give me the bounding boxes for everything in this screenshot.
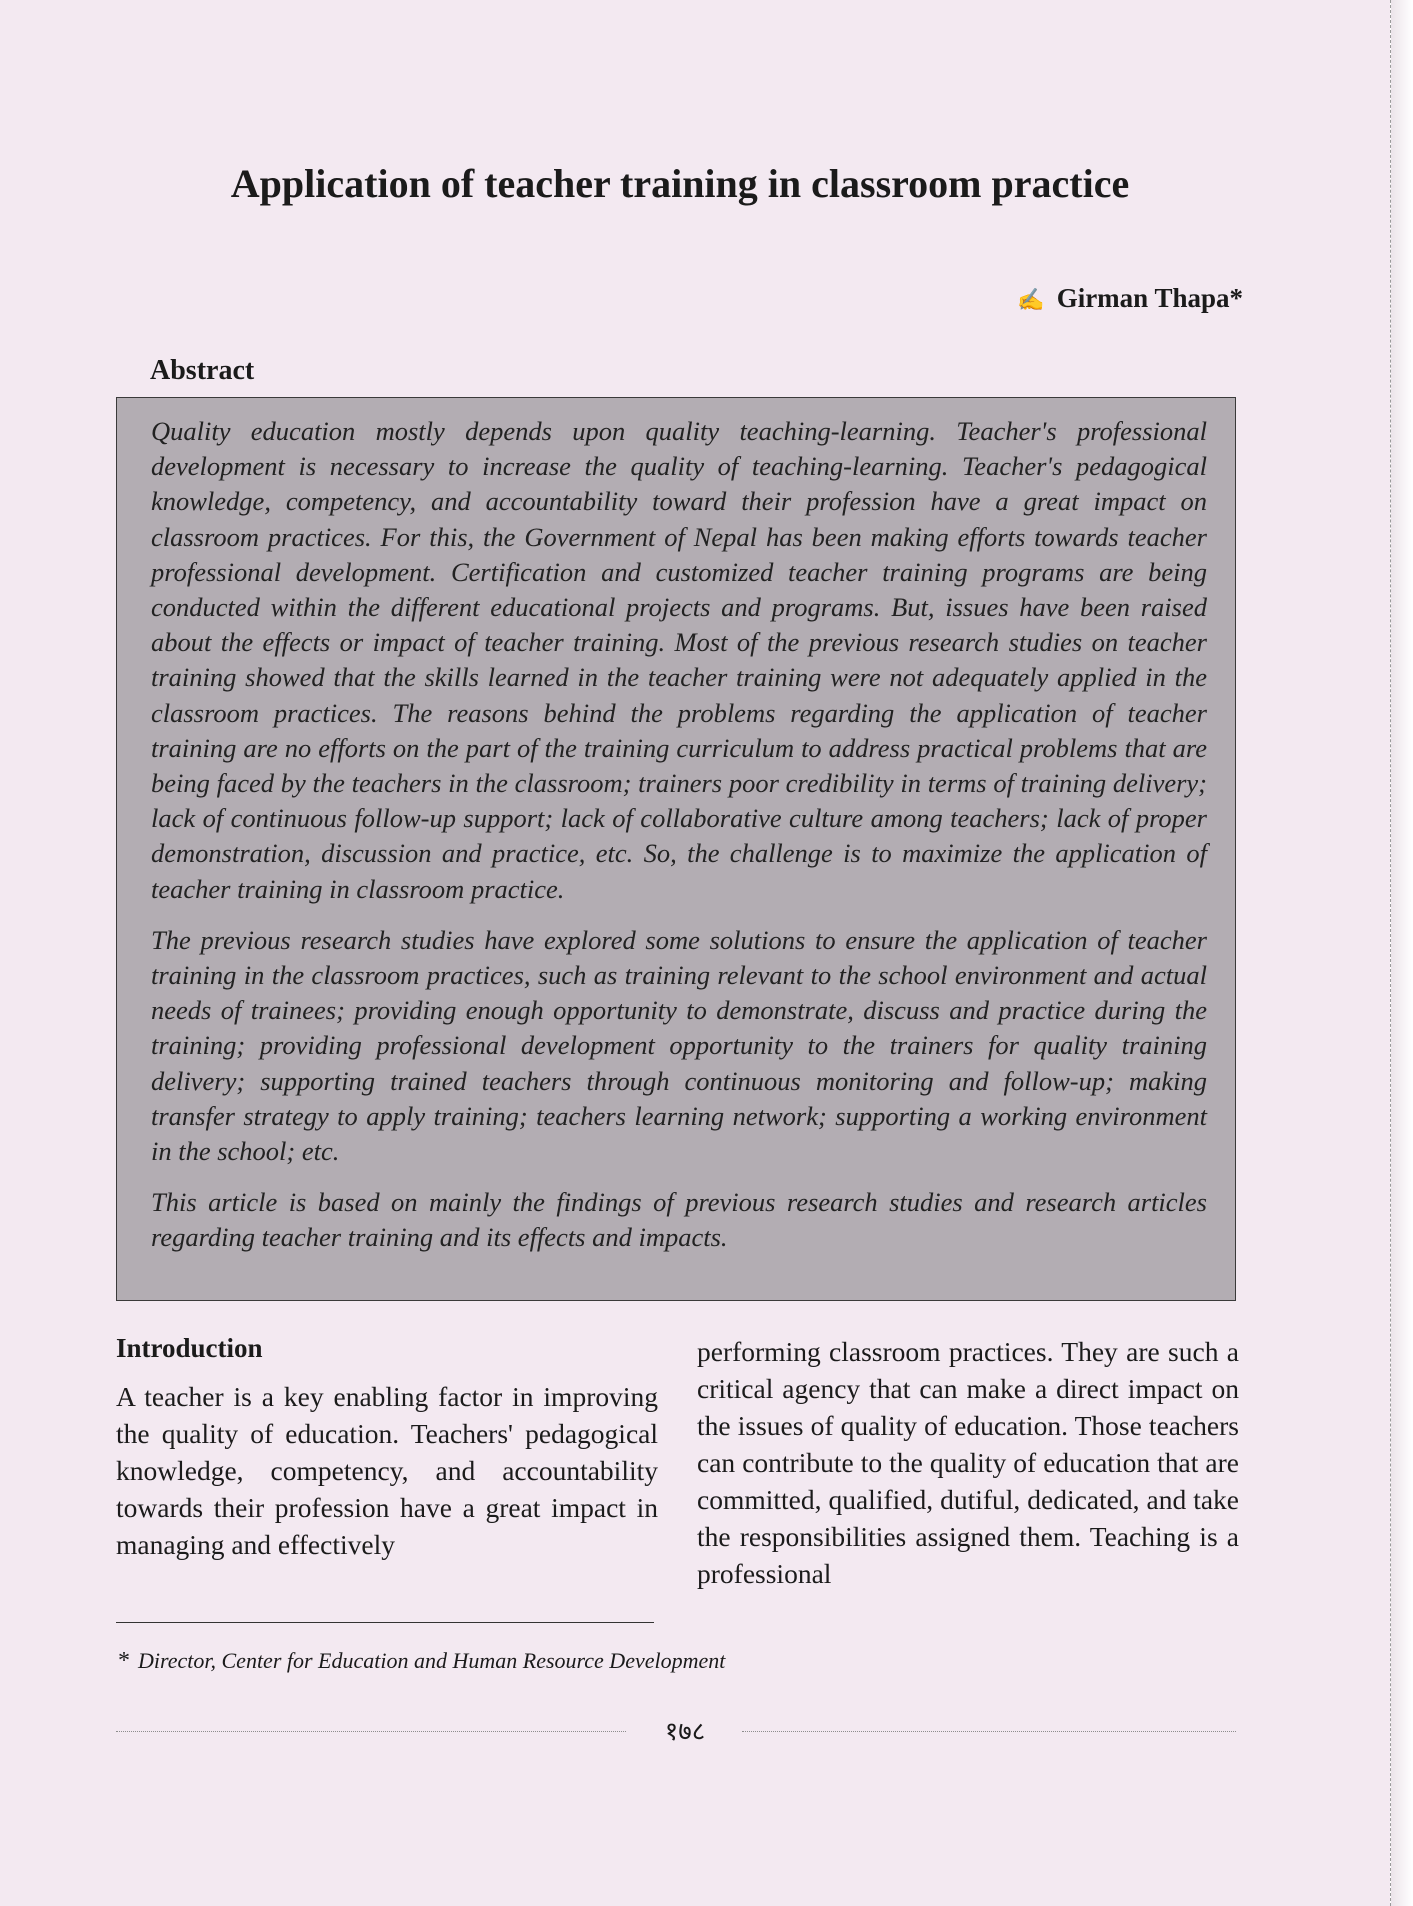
abstract-heading: Abstract bbox=[150, 355, 255, 386]
page-edge-shadow bbox=[1390, 0, 1413, 1906]
page-number-rule-left bbox=[116, 1731, 626, 1732]
author-name: Girman Thapa* bbox=[1056, 283, 1243, 313]
introduction-right-text: performing classroom practices. They are such a critical agency that can make a direct impact on the issues of quality of education. Those teachers can contribute to the quality of education that are committed, qualified, dutiful, dedicated, and take the responsibilities assigned them. Teaching is a professional bbox=[697, 1336, 1239, 1589]
introduction-heading: Introduction bbox=[116, 1333, 263, 1363]
footnote-divider bbox=[116, 1622, 654, 1623]
abstract-paragraph-1: Quality education mostly depends upon quality teaching-learning. Teacher's professional development is necessary to increase the quality of teaching-learning. Teacher's pedagogical knowledge, competency, and accountability toward their profession have a great impact on classroom practices. For this, the Government of Nepal has been making efforts towards teacher professional development. Certification and customized teacher training programs are being conducted within the different educational projects and programs. But, issues have been raised about the effects or impact of teacher training. Most of the previous research studies on teacher training showed that the skills learned in the teacher training were not adequately applied in the classroom practices. The reasons behind the problems regarding the application of teacher training are no efforts on the part of the training curriculum to address practical problems that are being faced by the teachers in the classroom; trainers poor credibility in terms of training delivery; lack of continuous follow-up support; lack of collaborative culture among teachers; lack of proper demonstration, discussion and practice, etc. So, the challenge is to maximize the application of teacher training in classroom practice. bbox=[151, 416, 1207, 904]
introduction-left-text: A teacher is a key enabling factor in improving the quality of education. Teachers' pedagogical knowledge, competency, and accountability towards their profession have a great impact in managing and effectively bbox=[116, 1381, 658, 1560]
pen-writing-icon: ✍ bbox=[1017, 287, 1045, 312]
page-number: १७८ bbox=[664, 1717, 706, 1747]
footnote-marker: * bbox=[118, 1648, 130, 1674]
author-line bbox=[1017, 283, 1243, 314]
page-number-rule-right bbox=[742, 1731, 1236, 1732]
abstract-box bbox=[116, 397, 1236, 1301]
abstract-paragraph-3: This article is based on mainly the findings of previous research studies and research articles regarding teacher training and its effects and impacts. bbox=[151, 1187, 1207, 1253]
abstract-paragraph-2: The previous research studies have explored some solutions to ensure the application of teacher training in the classroom practices, such as training relevant to the school environment and actual needs of trainees; providing enough opportunity to demonstrate, discuss and practice during the training; providing professional development opportunity to the trainers for quality training delivery; supporting trained teachers through continuous monitoring and follow-up; making transfer strategy to apply training; teachers learning network; supporting a working environment in the school; etc. bbox=[151, 924, 1207, 1167]
article-title: Application of teacher training in classroom practice bbox=[230, 161, 1130, 206]
footnote bbox=[118, 1648, 725, 1675]
right-column bbox=[697, 1333, 1239, 1592]
footnote-text: Director, Center for Education and Human Resource Development bbox=[138, 1648, 726, 1673]
left-column bbox=[116, 1333, 658, 1563]
